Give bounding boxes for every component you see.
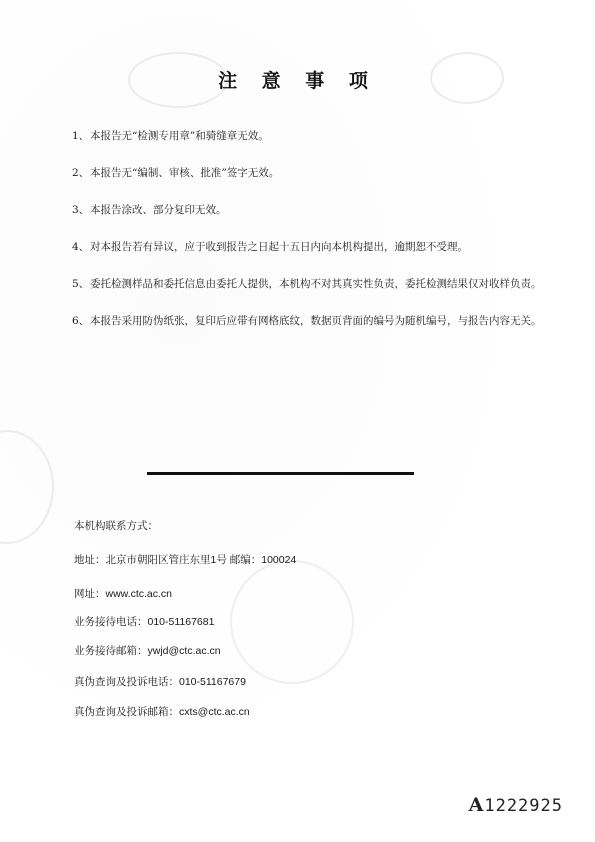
serial-number xyxy=(469,794,563,816)
contact-value: ywjd@ctc.ac.cn xyxy=(147,645,221,657)
notice-number: 1、 xyxy=(72,130,90,142)
contact-row-business-email xyxy=(74,643,221,658)
serial-prefix: A xyxy=(468,794,485,816)
contact-row-address xyxy=(74,552,296,567)
notice-item xyxy=(72,272,552,296)
notice-item xyxy=(72,124,542,148)
faint-seal-mark xyxy=(230,560,354,684)
notice-text: 对本报告若有异议，应于收到报告之日起十五日内向本机构提出，逾期恕不受理。 xyxy=(90,241,468,253)
notice-number: 5、 xyxy=(72,278,90,290)
contact-label: 地址： xyxy=(74,554,106,566)
notice-text: 本报告涂改、部分复印无效。 xyxy=(90,204,227,216)
notice-item xyxy=(72,309,552,333)
contact-heading: 本机构联系方式： xyxy=(74,520,158,532)
notice-list xyxy=(72,124,542,346)
notice-text: 本报告采用防伪纸张，复印后应带有网格底纹，数据页背面的编号为随机编号，与报告内容无关。 xyxy=(90,315,542,327)
contact-label: 网址： xyxy=(74,588,106,600)
page-title: 注 意 事 项 xyxy=(218,70,377,92)
contact-value: www.ctc.ac.cn xyxy=(105,588,173,600)
contact-label: 真伪查询及投诉电话： xyxy=(74,676,179,688)
contact-label: 业务接待电话： xyxy=(74,616,148,628)
notice-text: 本报告无“编制、审核、批准”签字无效。 xyxy=(90,167,280,179)
contact-row-website xyxy=(74,586,172,601)
contact-value: 010-51167681 xyxy=(147,616,215,628)
notice-item xyxy=(72,198,542,222)
notice-number: 2、 xyxy=(72,167,90,179)
notice-number: 4、 xyxy=(72,241,90,253)
serial-digits: 1222925 xyxy=(484,796,563,816)
notice-text: 本报告无“检测专用章”和骑缝章无效。 xyxy=(90,130,269,142)
notice-number: 6、 xyxy=(72,315,90,327)
contact-row-business-phone xyxy=(74,614,214,629)
notice-item xyxy=(72,235,552,259)
contact-label: 业务接待邮箱： xyxy=(74,645,148,657)
notice-number: 3、 xyxy=(72,204,90,216)
contact-label: 真伪查询及投诉邮箱： xyxy=(74,706,179,718)
section-divider xyxy=(147,472,414,475)
notice-text: 委托检测样品和委托信息由委托人提供，本机构不对其真实性负责，委托检测结果仅对收样负责。 xyxy=(90,278,542,290)
faint-seal-mark xyxy=(0,430,54,544)
contact-value: 010-51167679 xyxy=(179,676,246,688)
contact-value: 北京市朝阳区管庄东里1号 邮编：100024 xyxy=(105,554,297,566)
contact-value: cxts@ctc.ac.cn xyxy=(179,706,250,718)
notice-item xyxy=(72,161,542,185)
contact-row-verification-email xyxy=(74,704,250,719)
contact-row-verification-phone xyxy=(74,674,246,689)
